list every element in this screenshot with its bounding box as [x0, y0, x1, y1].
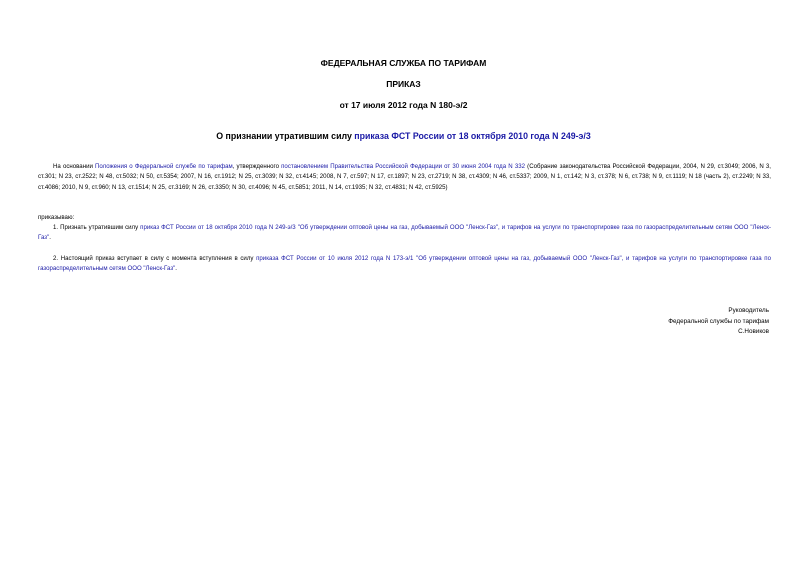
order-word: приказываю:: [38, 214, 75, 221]
signature-organization: Федеральной службы по тарифам: [668, 317, 769, 325]
preamble-text-2: , утвержденного: [232, 163, 282, 170]
preamble-text-3: (Собрание законодательства Российской Федерации, 2004, N 29, ст.3049; 2006, N 3, ст.301; N 23, ст.2522; N 48, ст.5032; N 50, ст.5354; 2007, N 16, ст.1912; N 25, ст.3039; N 32, ст.4145; 2008, N 7, ст.597; N 17, ст.1897; N 23, ст.2719; N 38, ст.4309; N 46, ст.5337; 2009, N 1, ст.142; N 3, ст.378; N 6, ст.738; N 9, ст.1119; N 18 (часть 2), ст.2249; N 33, ст.4086; 2010, N 9, ст.960; N 13, ст.1514; N 25, ст.3169; N 26, ст.3350; N 30, ст.4096; N 45, ст.5851; 2011, N 14, ст.1935; N 32, ст.4831; N 42, ст.5925): [38, 163, 771, 191]
preamble-text-1: На основании: [53, 163, 96, 170]
preamble-link-regulation[interactable]: Положения о Федеральной службе по тарифам: [95, 163, 233, 170]
agency-name: ФЕДЕРАЛЬНАЯ СЛУЖБА ПО ТАРИФАМ: [320, 58, 487, 68]
item2-link[interactable]: приказа ФСТ России от 10 июля 2012 года N 173-э/1 "Об утверждении оптовой цены на газ, добываемый ООО "Ленск-Газ", и тарифов на услуги по транспортировке газа по газораспределительным сетям ООО "Ленск-Газ": [38, 255, 771, 273]
item2-text: 2. Настоящий приказ вступает в силу с момента вступления в силу: [53, 255, 257, 262]
document-type: ПРИКАЗ: [386, 79, 421, 89]
title-link[interactable]: приказа ФСТ России от 18 октября 2010 года N 249-э/3: [354, 131, 591, 141]
preamble-link-resolution[interactable]: постановлением Правительства Российской Федерации от 30 июня 2004 года N 332: [281, 163, 525, 170]
item1-link[interactable]: приказ ФСТ России от 18 октября 2010 года N 249-э/3 "Об утверждении оптовой цены на газ, добываемый ООО "Ленск-Газ", и тарифов на услуги по транспортировке газа по газораспределительным сетям ООО "Ленск-Газ": [38, 224, 771, 242]
signature-block: [668, 306, 769, 338]
document-date-number: от 17 июля 2012 года N 180-э/2: [339, 100, 468, 110]
signature-name: С.Новиков: [738, 328, 769, 335]
preamble-paragraph: [38, 162, 771, 193]
signature-position: Руководитель: [728, 307, 769, 314]
order-item-1: [38, 223, 771, 244]
item2-end: .: [175, 265, 177, 273]
order-item-2: [38, 254, 771, 275]
item1-text: 1. Признать утратившим силу: [53, 224, 141, 231]
item1-end: .: [49, 234, 51, 242]
document-title: [0, 131, 807, 141]
title-prefix: О признании утратившим силу: [216, 131, 355, 141]
